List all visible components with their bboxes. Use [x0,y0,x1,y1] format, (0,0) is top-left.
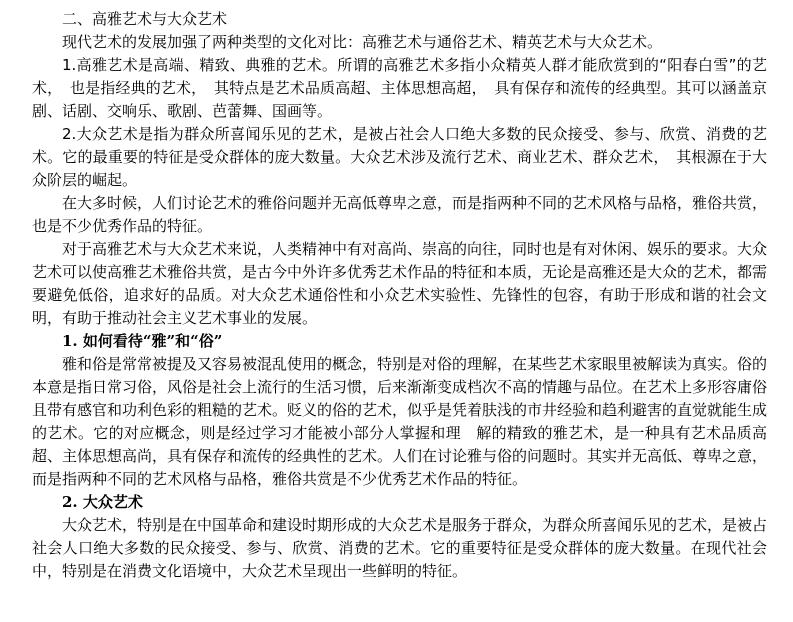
ya-su-paragraph: 雅和俗是常常被提及又容易被混乱使用的概念，特别是对俗的理解，在某些艺术家眼里被解读为真实。俗的本意是指日常习俗，风俗是社会上流行的生活习惯，后来渐渐变成档次不高的情趣与品位。在艺术上多形容庸俗且带有感官和功利色彩的粗糙的艺术。贬义的俗的艺术，似乎是凭着肤浅的市井经验和趋利避害的直觉就能生成的艺术。它的对应概念，则是经过学习才能被小部分人掌握和理 解的精致的雅艺术，是一种具有艺术品质高超、主体思想高尚，具有保存和流传的经典性的艺术。人们在讨论雅与俗的问题时。其实并无高低、尊卑之意，而是指两种不同的艺术风格与品格，雅俗共赏是不少优秀艺术作品的特征。 [32,355,768,488]
intro-paragraph: 现代艺术的发展加强了两种类型的文化对比：高雅艺术与通俗艺术、精英艺术与大众艺术。 [62,33,663,51]
refined-popular-paragraph: 在大多时候，人们讨论艺术的雅俗问题并无高低尊卑之意，而是指两种不同的艺术风格与品格，雅俗共赏，也是不少优秀作品的特征。 [32,194,768,235]
mass-art-paragraph: 大众艺术，特别是在中国革命和建设时期形成的大众艺术是服务于群众，为群众所喜闻乐见的艺术，是被占社会人口绝大多数的民众接受、参与、欣赏、消费的艺术。它的重要特征是受众群体的庞大数量。在现代社会中，特别是在消费文化语境中，大众艺术呈现出一些鲜明的特征。 [32,516,768,580]
document-body [32,8,767,583]
human-spirit-paragraph: 对于高雅艺术与大众艺术来说，人类精神中有对高尚、崇高的向往，同时也是有对休闲、娱乐的要求。大众艺术可以使高雅艺术雅俗共赏，是古今中外许多优秀艺术作品的特征和本质，无论是高雅还是大众的艺术，都需要避免低俗，追求好的品质。对大众艺术通俗性和小众艺术实验性、先锋性的包容，有助于形成和谐的社会文明，有助于推动社会主义艺术事业的发展。 [32,240,768,327]
point-2-paragraph: 2.大众艺术是指为群众所喜闻乐见的艺术，是被占社会人口绝大多数的民众接受、参与、欣赏、消费的艺术。它的最重要的特征是受众群体的庞大数量。大众艺术涉及流行艺术、商业艺术、群众艺术， 其根源在于大众阶层的崛起。 [32,125,767,189]
section-title: 二、高雅艺术与大众艺术 [62,10,228,28]
point-1-paragraph: 1.高雅艺术是高端、精致、典雅的艺术。所谓的高雅艺术多指小众精英人群才能欣赏到的“阳春白雪”的艺术， 也是指经典的艺术， 其特点是艺术品质高超、主体思想高超， 具有保存和流传的经典型。其可以涵盖京剧、话剧、交响乐、歌剧、芭蕾舞、国画等。 [32,56,767,120]
subheading-mass-art: 2. 大众艺术 [62,493,143,511]
subheading-ya-su: 1. 如何看待“雅”和“俗” [62,332,223,350]
